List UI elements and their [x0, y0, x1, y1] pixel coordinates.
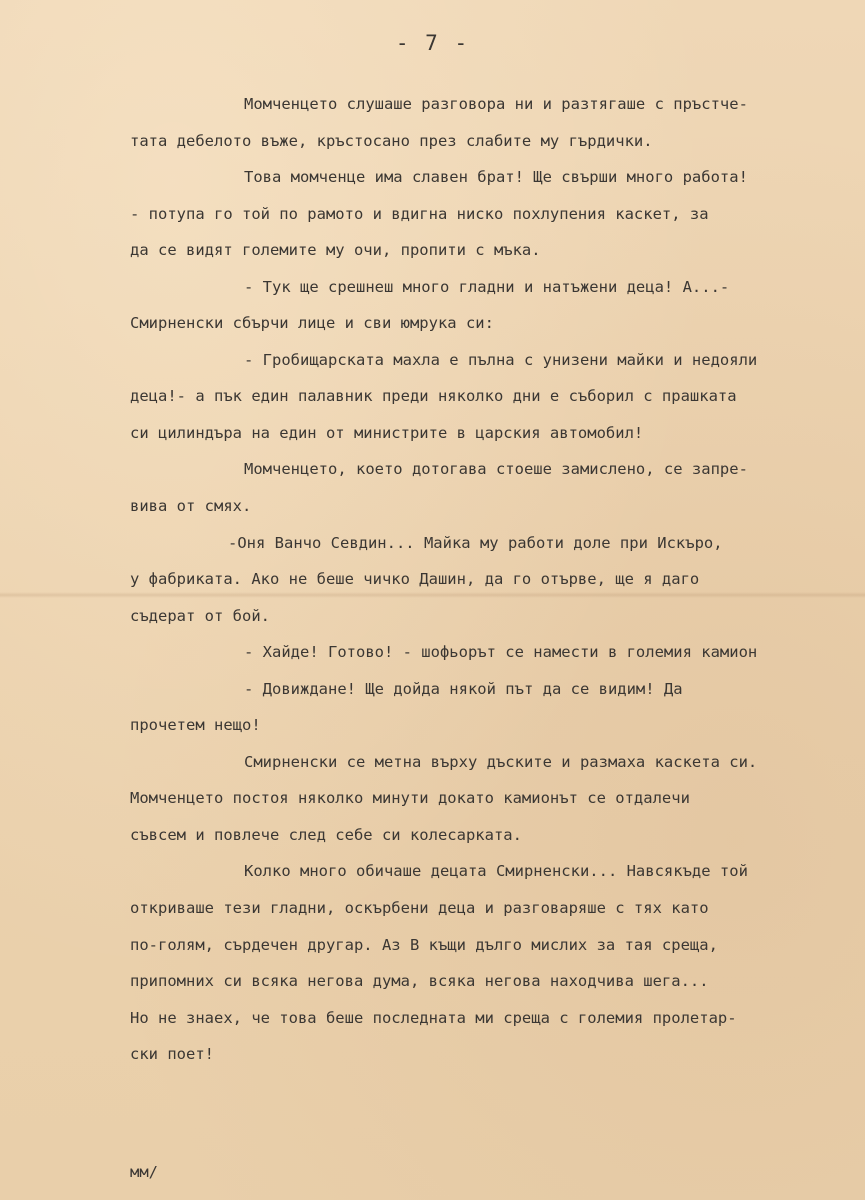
text-line: - потупа го той по рамото и вдигна ниско похлупения каскет, за: [130, 204, 709, 223]
text-line: у фабриката. Ако не беше чичко Дашин, да го отърве, ще я даго: [130, 570, 700, 589]
text-line: ски поет!: [130, 1045, 214, 1064]
text-line: съдерат от бой.: [130, 606, 270, 625]
text-line: Момченцето, което дотогава стоеше замислено, се запре-: [244, 460, 748, 479]
text-line: Смирненски се метна върху дъските и размаха каскета си.: [244, 752, 758, 771]
text-line: съвсем и повлече след себе си колесарката.: [130, 825, 522, 844]
text-line: прочетем нещо!: [130, 716, 261, 735]
text-line: вива от смях.: [130, 497, 252, 516]
text-line: - Довиждане! Ще дойда някой път да се видим! Да: [244, 679, 683, 698]
text-line: да се видят големите му очи, пропити с мъка.: [130, 241, 541, 260]
typist-initials: мм/: [130, 1163, 158, 1181]
text-line: - Тук ще срешнеш много гладни и натъжени деца! А...-: [244, 277, 730, 296]
text-line: Колко много обичаше децата Смирненски... Навсякъде той: [244, 862, 748, 881]
text-line: Момченцето слушаше разговора ни и разтягаше с пръстче-: [244, 95, 748, 113]
text-line: откриваше тези гладни, оскърбени деца и разговаряше с тях като: [130, 899, 709, 918]
text-line: припомних си всяка негова дума, всяка негова находчива шега...: [130, 972, 709, 991]
text-line: Смирненски сбърчи лице и сви юмрука си:: [130, 314, 494, 333]
text-line: - Хайде! Готово! - шофьорът се намести в големия камион: [244, 643, 758, 662]
text-line: -Оня Ванчо Севдин... Майка му работи доле при Искъро,: [228, 533, 723, 552]
text-line: тата дебелото въже, кръстосано през слабите му гърдички.: [130, 131, 653, 150]
text-line: по-голям, сърдечен другар. Аз В къщи дълго мислих за тая среща,: [130, 935, 718, 954]
text-line: Но не знаех, че това беше последната ми среща с големия пролетар-: [130, 1008, 737, 1027]
text-line: - Гробищарската махла е пълна с унизени майки и недояли: [244, 350, 758, 369]
text-line: Това момченце има славен брат! Ще свърши много работа!: [244, 168, 748, 187]
text-line: деца!- а пък един палавник преди няколко дни е съборил с прашката: [130, 387, 737, 406]
page-number: - 7 -: [395, 31, 470, 55]
text-line: Момченцето постоя няколко минути докато камионът се отдалечи: [130, 789, 690, 808]
body-text: [130, 86, 865, 1073]
text-line: си цилиндъра на един от министрите в царския автомобил!: [130, 423, 644, 442]
